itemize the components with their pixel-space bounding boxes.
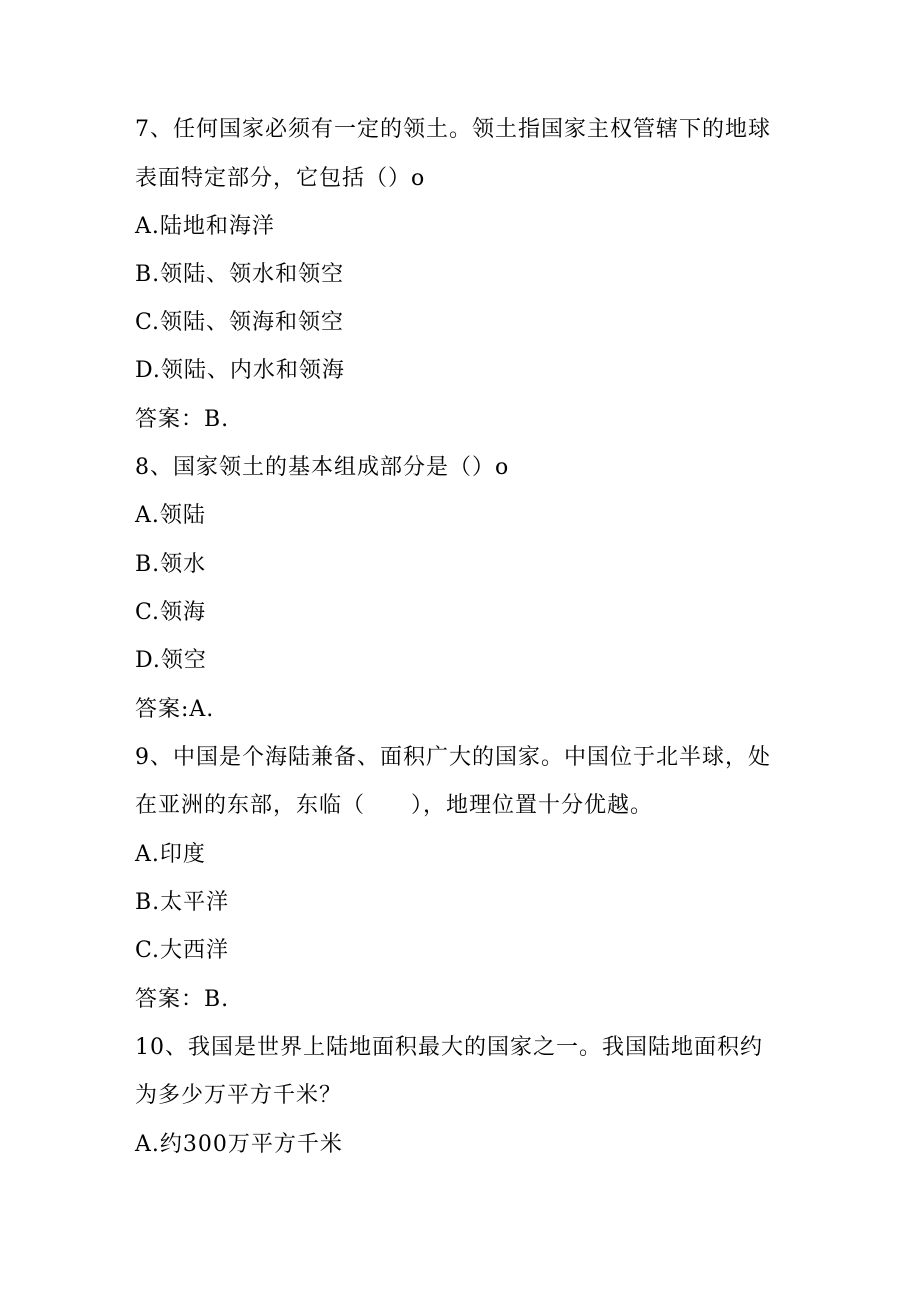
question-8-option-c: C.领海 (135, 600, 207, 625)
question-9-option-c: C.大西洋 (135, 938, 230, 963)
question-9-stem-line-1: 9、中国是个海陆兼备、面积广大的国家。中国位于北半球，处 (135, 745, 771, 770)
question-9-answer: 答案：B. (135, 987, 230, 1012)
question-8-option-a: A.领陆 (135, 503, 206, 528)
question-10-option-a: A.约300万平方千米 (135, 1132, 343, 1157)
question-8-stem-line-1: 8、国家领土的基本组成部分是（）o (135, 455, 510, 480)
question-7-option-a: A.陆地和海洋 (135, 214, 275, 239)
question-7-stem-line-1: 7、任何国家必须有一定的领土。领土指国家主权管辖下的地球 (135, 117, 771, 142)
question-7-option-c: C.领陆、领海和领空 (135, 310, 345, 335)
question-7-stem-line-2: 表面特定部分，它包括（）o (135, 166, 426, 191)
question-8-option-b: B.领水 (135, 552, 207, 577)
question-9-option-b: B.太平洋 (135, 890, 230, 915)
question-8-answer: 答案:A. (135, 697, 215, 722)
question-10-stem-line-1: 10、我国是世界上陆地面积最大的国家之一。我国陆地面积约 (135, 1035, 763, 1060)
question-8-option-d: D.领空 (135, 648, 207, 673)
question-9-option-a: A.印度 (135, 842, 206, 867)
question-9-stem-line-2: 在亚洲的东部，东临（ ），地理位置十分优越。 (135, 793, 654, 818)
question-7-option-d: D.领陆、内水和领海 (135, 358, 345, 383)
question-10-stem-line-2: 为多少万平方千米？ (135, 1083, 343, 1108)
question-7-option-b: B.领陆、领水和领空 (135, 262, 345, 287)
question-7-answer: 答案：B. (135, 407, 230, 432)
